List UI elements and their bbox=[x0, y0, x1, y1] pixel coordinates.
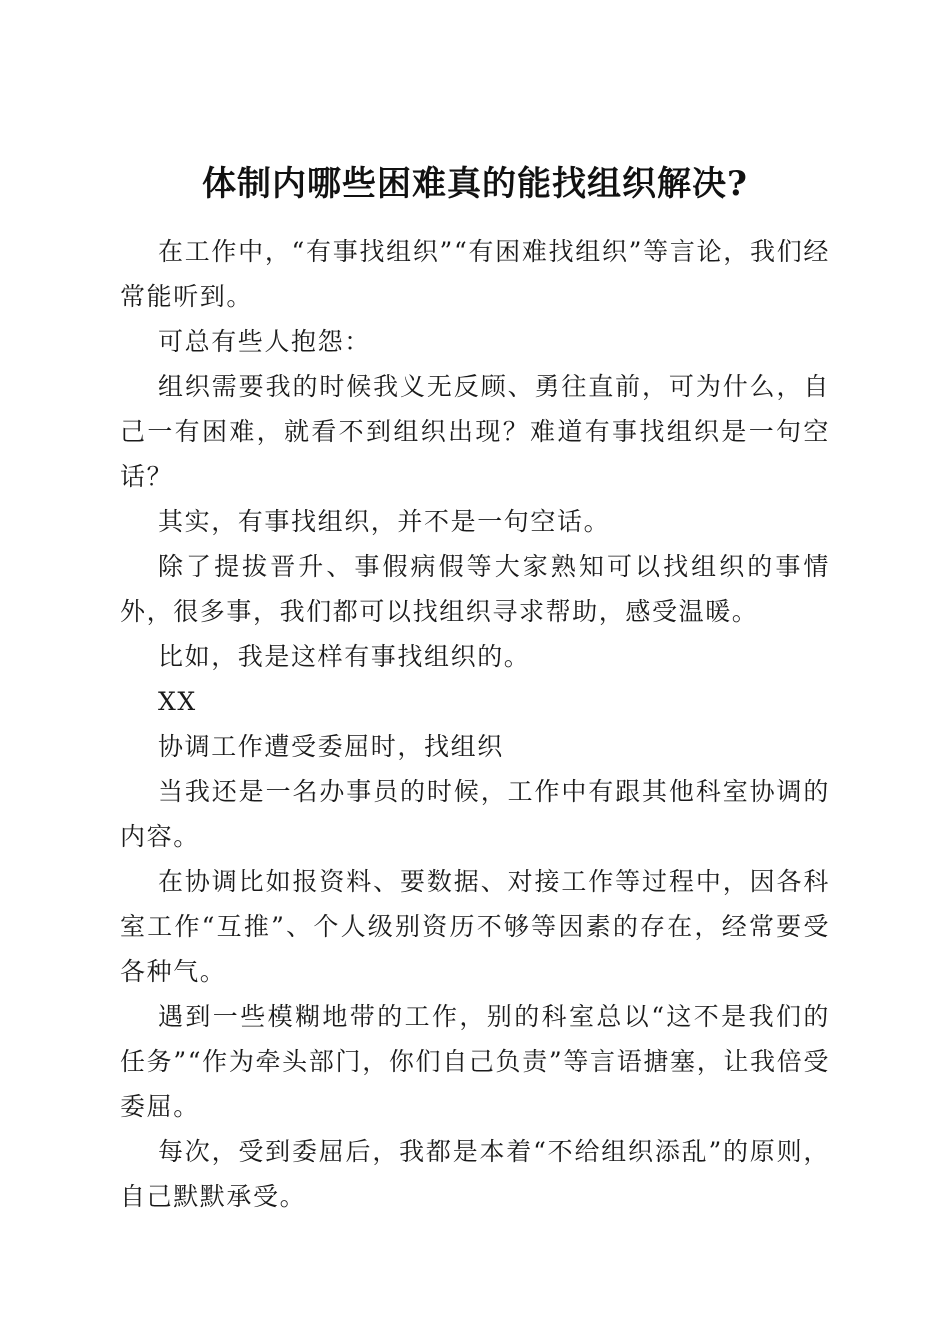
paragraph: 除了提拔晋升、事假病假等大家熟知可以找组织的事情外，很多事，我们都可以找组织寻求帮助，感受温暖。 bbox=[120, 552, 830, 626]
paragraph: 当我还是一名办事员的时候，工作中有跟其他科室协调的内容。 bbox=[120, 777, 830, 851]
paragraph: 比如，我是这样有事找组织的。 bbox=[158, 642, 531, 671]
paragraph: 每次，受到委屈后，我都是本着“不给组织添乱”的原则，自己默默承受。 bbox=[120, 1137, 830, 1211]
paragraph: 遇到一些模糊地带的工作，别的科室总以“这不是我们的任务”“作为牵头部门，你们自己负责”等言语搪塞，让我倍受委屈。 bbox=[120, 1002, 830, 1121]
document-body bbox=[120, 229, 830, 1219]
paragraph: 可总有些人抱怨： bbox=[158, 327, 371, 356]
paragraph: 组织需要我的时候我义无反顾、勇往直前，可为什么，自己一有困难，就看不到组织出现？难道有事找组织是一句空话？ bbox=[120, 372, 830, 491]
section-heading: 协调工作遭受委屈时，找组织 bbox=[158, 732, 504, 761]
paragraph: 在协调比如报资料、要数据、对接工作等过程中，因各科室工作“互推”、个人级别资历不够等因素的存在，经常要受各种气。 bbox=[120, 867, 830, 986]
paragraph: 其实，有事找组织，并不是一句空话。 bbox=[158, 507, 611, 536]
paragraph: XX bbox=[158, 687, 197, 716]
paragraph: 在工作中，“有事找组织”“有困难找组织”等言论，我们经常能听到。 bbox=[120, 237, 830, 311]
page-title: 体制内哪些困难真的能找组织解决? bbox=[202, 163, 748, 204]
